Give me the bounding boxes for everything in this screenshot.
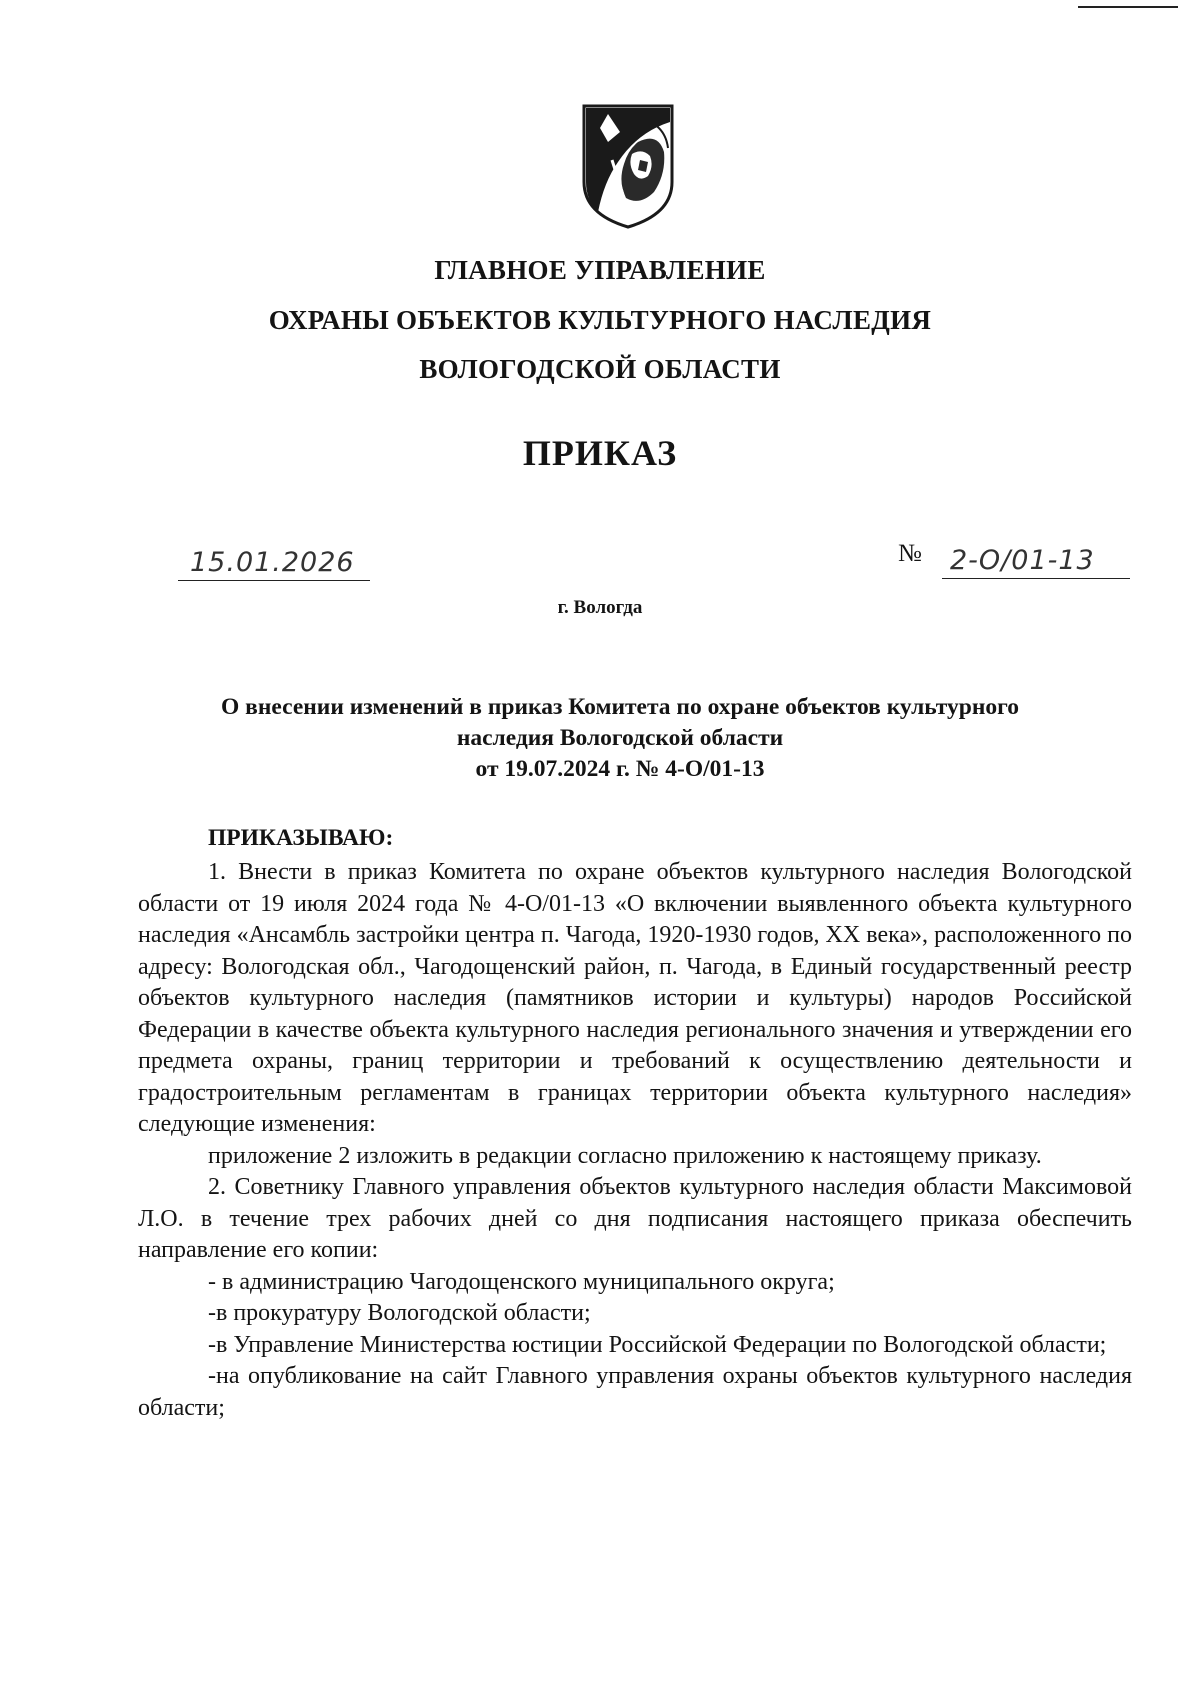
agency-name-line-1: ГЛАВНОЕ УПРАВЛЕНИЕ — [434, 255, 766, 285]
order-date: 15.01.2026 — [190, 547, 355, 578]
agency-name-line-3: ВОЛОГОДСКОЙ ОБЛАСТИ — [419, 354, 781, 384]
order-number-label: № — [898, 540, 922, 567]
document-type-title: ПРИКАЗ — [522, 433, 678, 473]
vologda-coat-of-arms-icon — [578, 102, 678, 230]
order-body — [138, 857, 1132, 1424]
order-item-2-bullet-2: -в прокуратуру Вологодской области; — [208, 1300, 591, 1326]
issue-city: г. Вологда — [557, 597, 643, 618]
agency-name-line-2: ОХРАНЫ ОБЪЕКТОВ КУЛЬТУРНОГО НАСЛЕДИЯ — [268, 305, 932, 335]
order-number: 2-О/01-13 — [950, 545, 1095, 576]
order-item-1-sub: приложение 2 изложить в редакции согласно приложению к настоящему приказу. — [208, 1142, 1042, 1169]
order-item-1: 1. Внести в приказ Комитета по охране объектов культурного наследия Вологодской области от 19 июля 2024 года № 4-О/01-13 «О включении выявленного объекта культурного наследия «Ансамбль застройки центра п. Чагода, 1920-1930 годов, XX века», расположенного по адресу: Вологодская обл., Чагодощенский район, п. Чагода, в Единый государственный реестр объектов культурного наследия (памятников истории и культуры) народов Российской Федерации в качестве объекта культурного наследия регионального значения и утверждении его предмета охраны, границ территории и требований к осуществлению деятельности и градостроительным регламентам в границах территории объекта культурного наследия» следующие изменения: — [138, 859, 1132, 1137]
subject-line-2: наследия Вологодской области — [456, 725, 784, 751]
order-number-field — [942, 538, 1130, 579]
subject-line-1: О внесении изменений в приказ Комитета по охране объектов культурного — [221, 694, 1019, 720]
order-item-2-bullet-1: - в администрацию Чагодощенского муниципального округа; — [208, 1268, 835, 1295]
order-directive-word: ПРИКАЗЫВАЮ: — [208, 825, 394, 851]
scan-corner-mark — [1078, 0, 1178, 8]
order-subject — [140, 692, 1100, 785]
order-item-2: 2. Советнику Главного управления объектов культурного наследия области Максимовой Л.О. в течение трех рабочих дней со дня подписания настоящего приказа обеспечить направление его копии: — [138, 1174, 1132, 1263]
subject-line-3: от 19.07.2024 г. № 4-О/01-13 — [475, 756, 765, 782]
order-date-field — [178, 540, 370, 581]
order-item-2-bullet-4: -на опубликование на сайт Главного управления охраны объектов культурного наследия области; — [138, 1363, 1132, 1421]
order-item-2-bullet-3: -в Управление Министерства юстиции Российской Федерации по Вологодской области; — [208, 1331, 1107, 1358]
